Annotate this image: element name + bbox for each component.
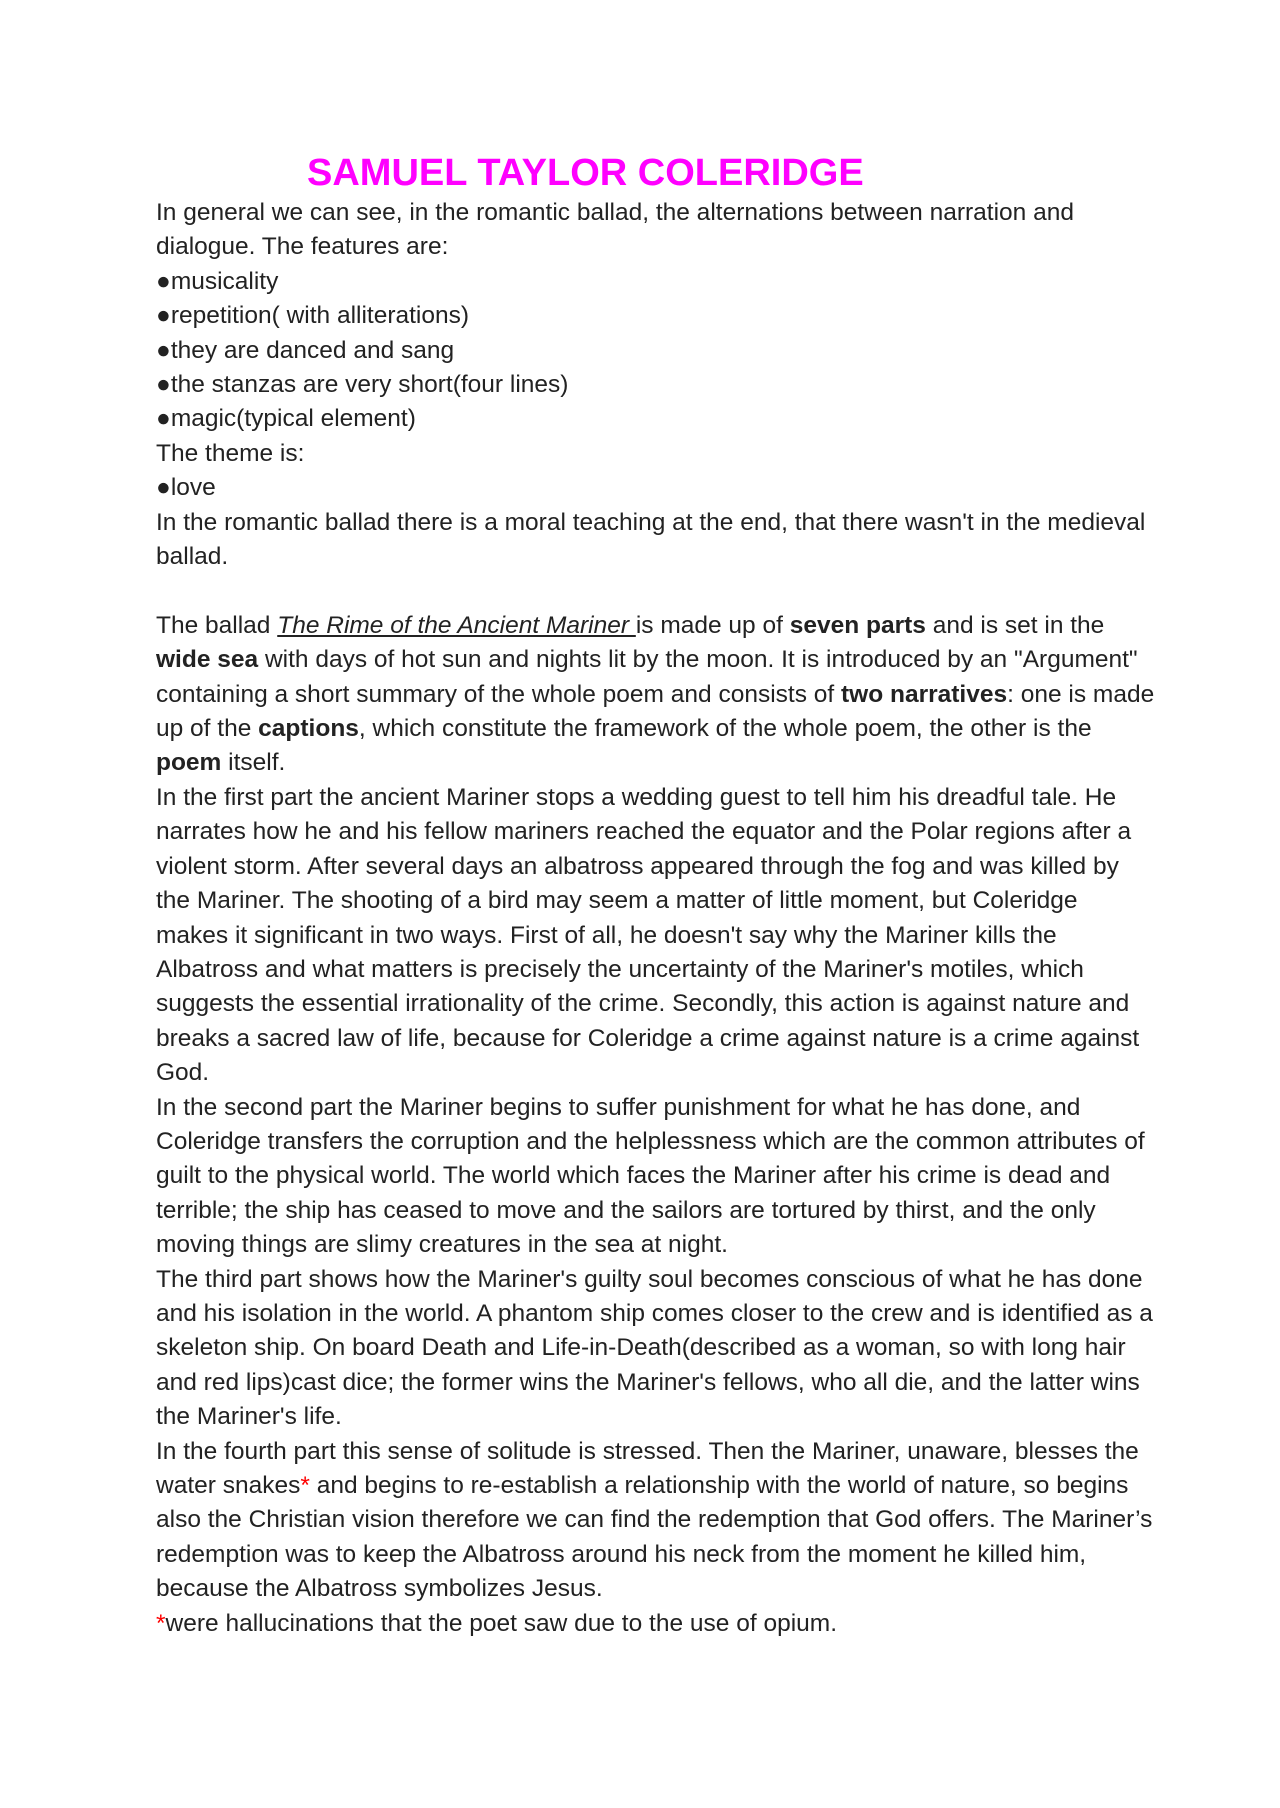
bold-term: captions	[258, 715, 359, 743]
intro-paragraph: In general we can see, in the romantic ballad, the alternations between narration and dialogue. The features are:	[156, 199, 1074, 261]
features-list	[156, 265, 1156, 437]
ballad-text: with days of hot sun and nights lit by the moon. It is introduced by an "Argument" containing a short summary of the whole poem and consists of	[156, 646, 1138, 708]
part-four-text: and begins to re-establish a relationship with the world of nature, so begins also the Christian vision therefore we can find the redemption that God offers. The Mariner’s redemption was to keep the Albatross around his neck from the moment he killed him, because the Albatross symbolizes Jesus.	[156, 1472, 1153, 1603]
paragraph-spacer	[156, 574, 1156, 608]
ballad-text: and is set in the	[925, 611, 1105, 639]
footnote-marker: *	[300, 1472, 310, 1500]
part-three-paragraph: The third part shows how the Mariner's guilty soul becomes conscious of what he has done and his isolation in the world. A phantom ship comes closer to the crew and is identified as a skeleton ship. On board Death and Life-in-Death(described as a woman, so with long hair and red lips)cast dice; the former wins the Mariner's fellows, who all die, and the latter wins the Mariner's life.	[156, 1265, 1153, 1431]
list-item: ● musicality	[156, 265, 1156, 299]
list-item: ● repetition( with alliterations)	[156, 299, 1156, 333]
page-title: SAMUEL TAYLOR COLERIDGE	[307, 152, 864, 194]
list-item: ● they are danced and sang	[156, 334, 1156, 368]
ballad-text: , which constitute the framework of the whole poem, the other is the	[358, 715, 1092, 743]
list-item: ● love	[156, 471, 1156, 505]
part-four-text: In the fourth part this sense of solitude is stressed. Then the Mariner, unaware, blesses the water snakes	[156, 1437, 1139, 1500]
list-item: ● the stanzas are very short(four lines)	[156, 368, 1156, 402]
footnote	[156, 1607, 1156, 1641]
bold-term: poem	[156, 749, 222, 777]
part-four-paragraph	[156, 1435, 1156, 1607]
ballad-paragraph	[156, 609, 1156, 781]
footnote-text: were hallucinations that the poet saw due to the use of opium.	[165, 1609, 837, 1637]
part-one-paragraph: In the first part the ancient Mariner stops a wedding guest to tell him his dreadful tale. He narrates how he and his fellow mariners reached the equator and the Polar regions after a violent storm. After several days an albatross appeared through the fog and was killed by the Mariner. The shooting of a bird may seem a matter of little moment, but Coleridge makes it significant in two ways. First of all, he doesn't say why the Mariner kills the Albatross and what matters is precisely the uncertainty of the Mariner's motiles, which suggests the essential irrationality of the crime. Secondly, this action is against nature and breaks a sacred law of life, because for Coleridge a crime against nature is a crime against God.	[156, 783, 1140, 1087]
list-item: ● magic(typical element)	[156, 402, 1156, 436]
bold-term: two narratives	[841, 680, 1008, 708]
ballad-text: itself.	[221, 749, 286, 777]
footnote-marker: *	[156, 1609, 166, 1637]
moral-paragraph: In the romantic ballad there is a moral teaching at the end, that there wasn't in the medieval ballad.	[156, 508, 1146, 571]
work-title: The Rime of the Ancient Mariner	[277, 611, 636, 639]
part-two-paragraph: In the second part the Mariner begins to suffer punishment for what he has done, and Coleridge transfers the corruption and the helplessness which are the common attributes of guilt to the physical world. The world which faces the Mariner after his crime is dead and terrible; the ship has ceased to move and the sailors are tortured by thirst, and the only moving things are slimy creatures in the sea at night.	[156, 1093, 1145, 1259]
ballad-text: is made up of	[635, 611, 790, 639]
document-body	[156, 150, 1156, 1641]
ballad-text: : one is made up of the	[156, 680, 1155, 743]
ballad-text: The ballad	[156, 611, 278, 639]
bold-term: seven parts	[789, 611, 926, 639]
theme-label: The theme is:	[156, 439, 305, 467]
bold-term: wide sea	[156, 646, 259, 674]
themes-list	[156, 471, 1156, 505]
